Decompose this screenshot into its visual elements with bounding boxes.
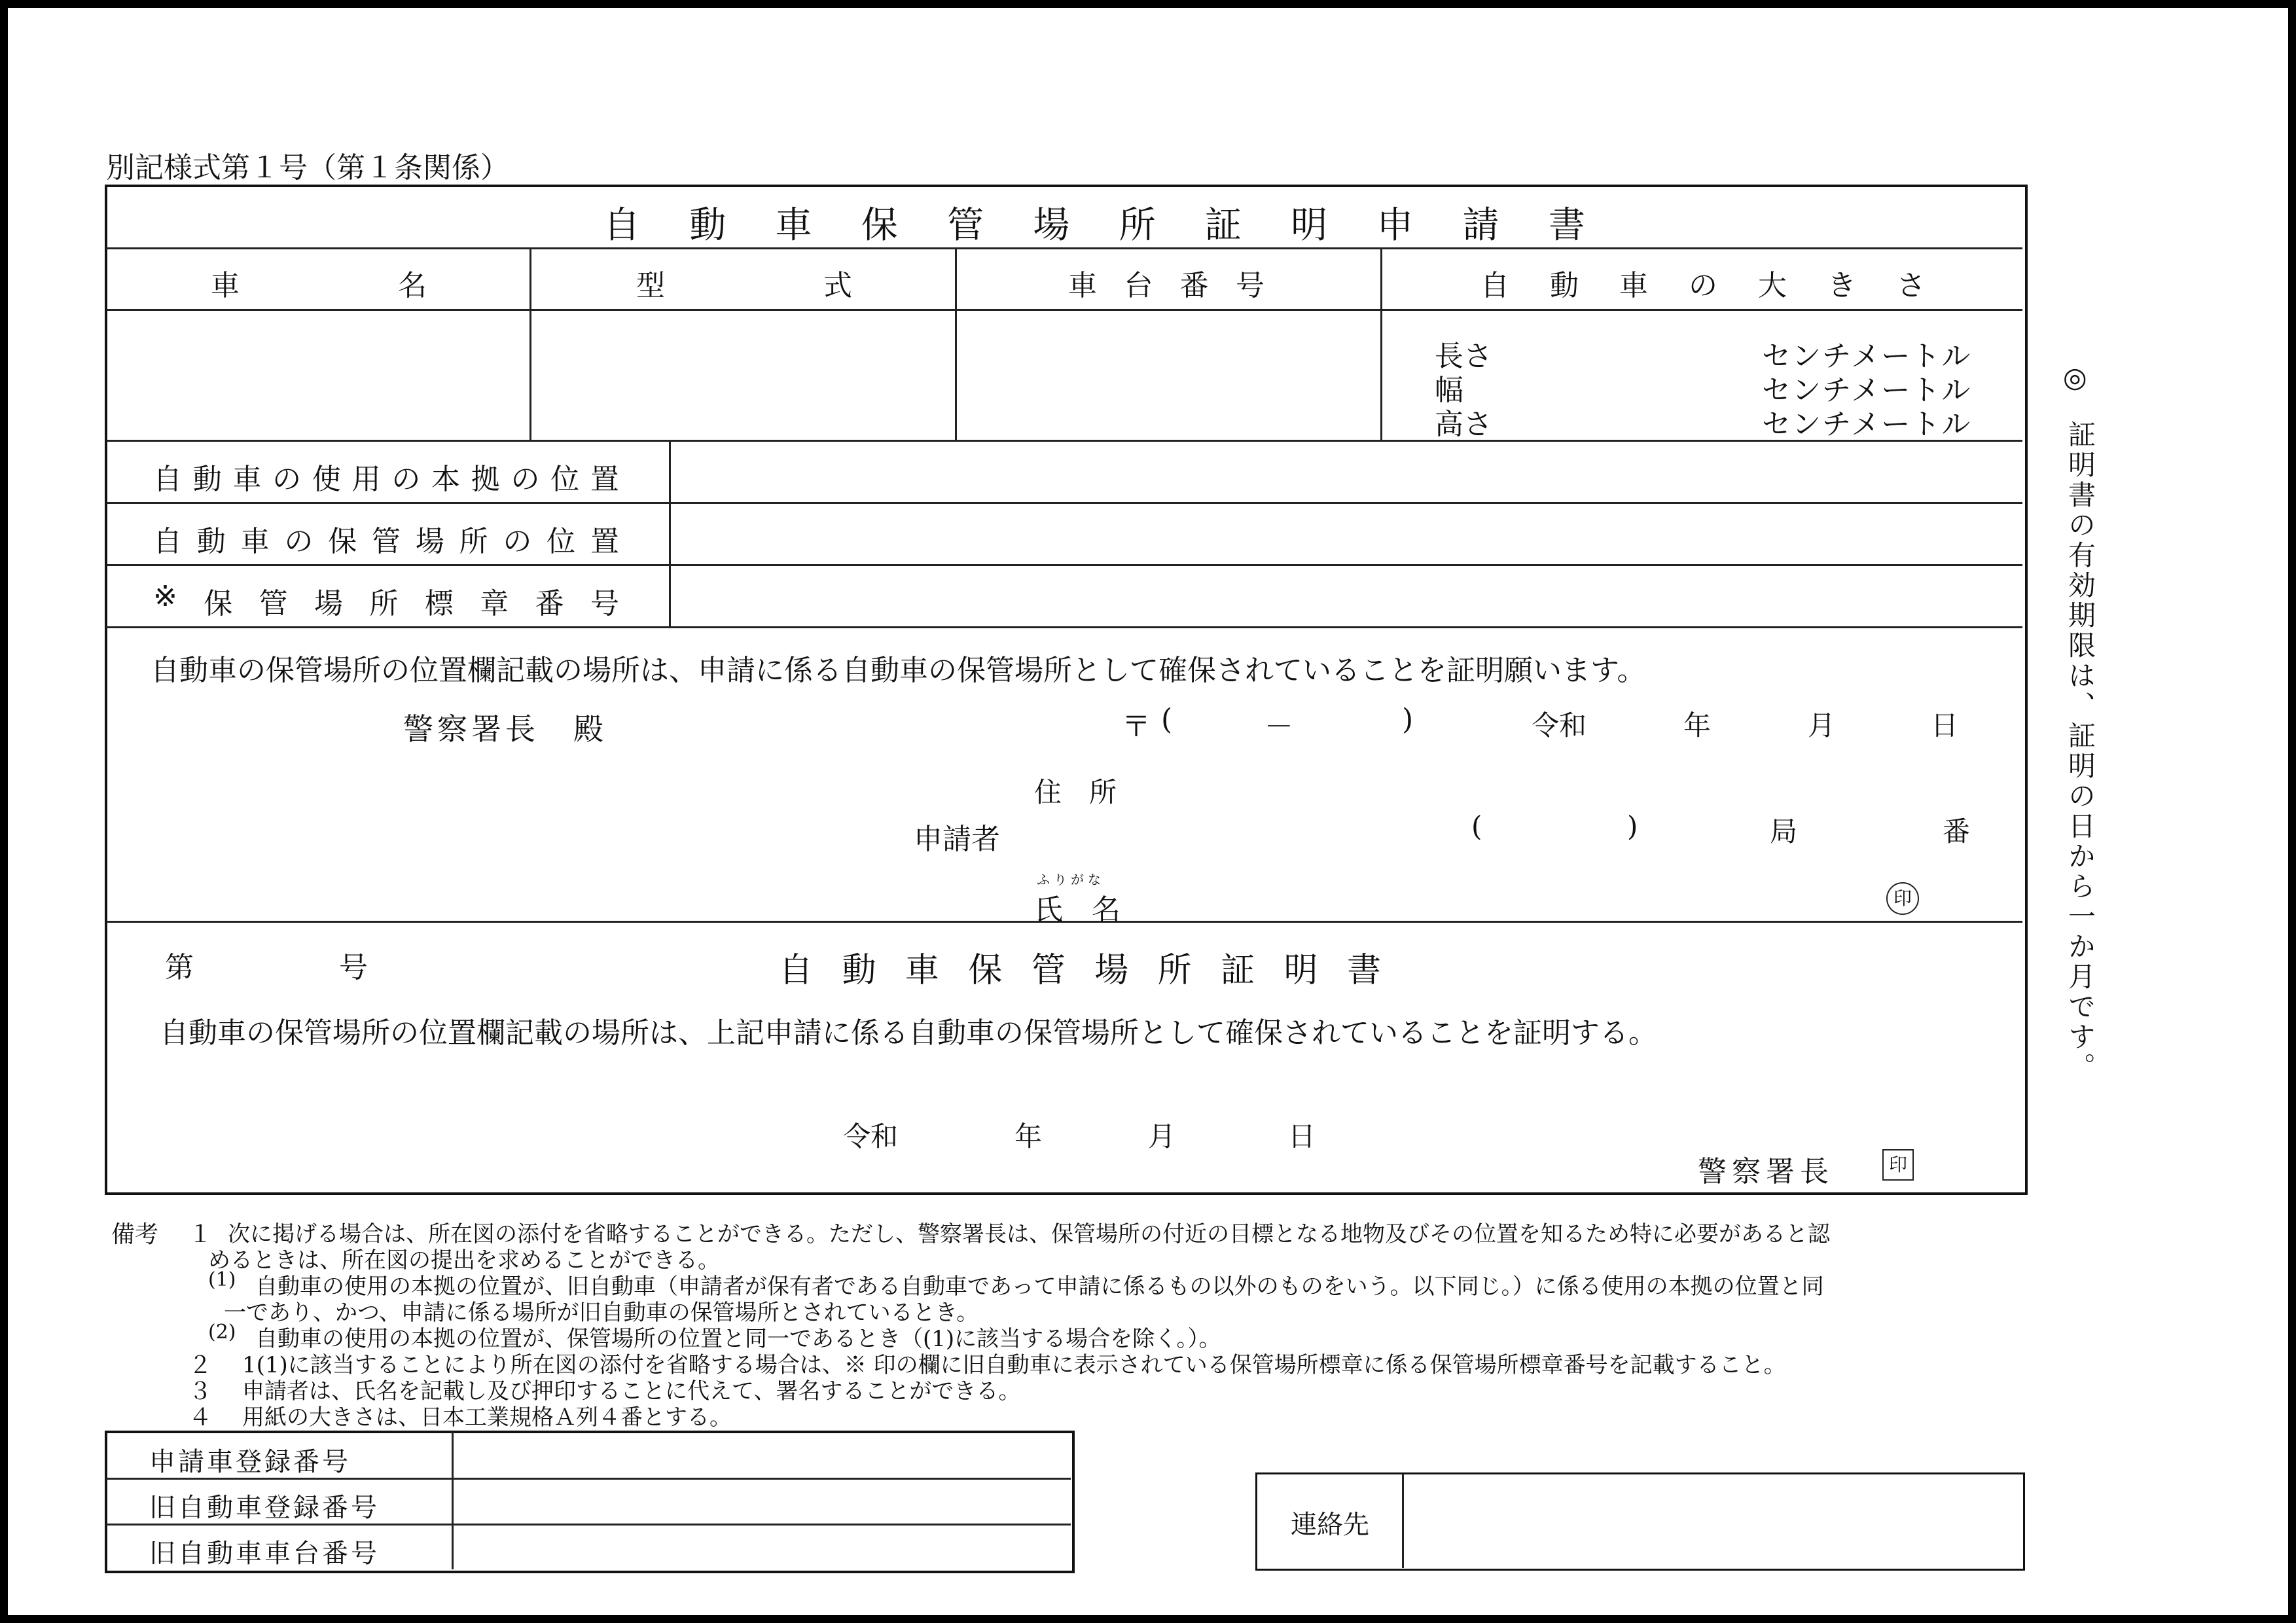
dim-height-label: 高さ <box>1435 408 1492 441</box>
remark-number: (1) <box>208 1268 236 1291</box>
chassis-number-field[interactable] <box>957 311 1378 438</box>
certificate-date-day: 日 <box>1288 1120 1316 1152</box>
storage-sticker-number-field[interactable] <box>672 566 2021 625</box>
storage-sticker-number-label: ※ 保 管 場 所 標 章 番 号 <box>153 580 619 620</box>
application-date-day: 日 <box>1931 709 1959 741</box>
dim-length-label: 長さ <box>1435 340 1492 373</box>
remark-text: 1(1)に該当することにより所在図の添付を省略する場合は、※ 印の欄に旧自動車に表示されている保管場所標章に係る保管場所標章番号を記載すること。 <box>242 1352 1786 1378</box>
old-vehicle-registration-label: 旧自動車登録番号 <box>149 1493 380 1523</box>
certificate-date-year: 年 <box>1014 1120 1043 1152</box>
side-note-mark: ◎ <box>2063 361 2087 393</box>
remark-text: 自動車の使用の本拠の位置が、保管場所の位置と同一であるとき（(1)に該当する場合を除く。）。 <box>255 1326 1221 1352</box>
old-vehicle-registration-field[interactable] <box>454 1480 1068 1522</box>
police-chief-seal-mark: 印 <box>1882 1149 1914 1181</box>
dim-width-label: 幅 <box>1435 374 1463 407</box>
applicant-seal-mark: 印 <box>1886 882 1919 915</box>
postal-close-paren: ) <box>1402 703 1414 736</box>
applicant-vehicle-registration-field[interactable] <box>454 1433 1068 1476</box>
remark-number: ４ <box>188 1404 213 1431</box>
remark-number: ２ <box>188 1352 213 1379</box>
applicant-vehicle-registration-label: 申請車登録番号 <box>149 1447 351 1477</box>
certificate-statement: 自動車の保管場所の位置欄記載の場所は、上記申請に係る自動車の保管場所として確保されていることを証明する。 <box>160 1016 1657 1050</box>
certificate-police-chief-label: 警察署長 <box>1698 1155 1834 1188</box>
application-date-year: 年 <box>1683 709 1712 741</box>
request-statement: 自動車の保管場所の位置欄記載の場所は、申請に係る自動車の保管場所として確保されていることを証明願います。 <box>151 654 1646 687</box>
application-title: 自 動 車 保 管 場 所 証 明 申 請 書 <box>603 204 1585 247</box>
form-label: 別記様式第１号（第１条関係） <box>106 151 509 185</box>
header-chassis-number: 車 台 番 号 <box>1068 269 1265 302</box>
remark-text: 次に掲げる場合は、所在図の添付を省略することができる。ただし、警察署長は、保管場所の付近の目標となる地物及びその位置を知るため特に必要があると認 <box>228 1221 1830 1247</box>
remark-number: ３ <box>188 1378 213 1405</box>
model-field[interactable] <box>531 311 953 438</box>
dim-length-unit: センチメートル <box>1762 340 1972 373</box>
old-vehicle-chassis-field[interactable] <box>454 1525 1068 1567</box>
rule <box>1402 1474 1404 1568</box>
certificate-number-suffix: 号 <box>339 951 368 984</box>
furigana-label: ふりがな <box>1037 872 1105 887</box>
address-label: 住 所 <box>1034 776 1117 808</box>
dim-height-unit: センチメートル <box>1762 408 1972 441</box>
storage-location-field[interactable] <box>672 504 2021 563</box>
contact-field[interactable] <box>1405 1475 2020 1565</box>
remark-text: めるときは、所在図の提出を求めることができる。 <box>208 1247 720 1274</box>
contact-label: 連絡先 <box>1291 1510 1369 1540</box>
postal-mark: 〒 <box>1122 710 1151 743</box>
usage-base-location-field[interactable] <box>672 442 2021 501</box>
certificate-date-month: 月 <box>1148 1120 1176 1152</box>
rule <box>452 1432 454 1569</box>
vehicle-name-field[interactable] <box>107 311 528 438</box>
side-note-validity: 証明書の有効期限は、証明の日から一か月です。 <box>2064 420 2096 1082</box>
remark-text: 申請者は、氏名を記載し及び押印することに代えて、署名することができる。 <box>242 1378 1021 1404</box>
rule <box>669 440 671 626</box>
remarks-heading: 備考 <box>111 1221 159 1248</box>
certificate-number-prefix: 第 <box>165 951 194 984</box>
remark-text: 用紙の大きさは、日本工業規格Ａ列４番とする。 <box>242 1404 732 1431</box>
rule <box>1380 247 1382 440</box>
application-date-era: 令和 <box>1532 709 1587 741</box>
postal-dash: － <box>1265 710 1293 743</box>
certificate-title: 自 動 車 保 管 場 所 証 明 書 <box>779 951 1381 990</box>
header-vehicle-size: 自 動 車 の 大 き さ <box>1480 269 1926 302</box>
form-sheet <box>8 8 2288 1615</box>
remark-number: １ <box>188 1221 213 1248</box>
postal-open-paren: ( <box>1161 703 1173 736</box>
remark-text: 一であり、かつ、申請に係る場所が旧自動車の保管場所とされているとき。 <box>224 1300 979 1326</box>
phone-open-paren: ( <box>1471 810 1482 842</box>
application-date-month: 月 <box>1808 709 1836 741</box>
name-label: 氏 名 <box>1034 893 1121 927</box>
remark-text: 自動車の使用の本拠の位置が、旧自動車（申請者が保有者である自動車であって申請に係るもの以外のものをいう。以下同じ。）に係る使用の本拠の位置と同 <box>255 1274 1824 1300</box>
old-vehicle-chassis-label: 旧自動車車台番号 <box>149 1539 380 1569</box>
storage-location-label: 自 動 車 の 保 管 場 所 の 位 置 <box>153 525 619 558</box>
applicant-label: 申請者 <box>914 823 1000 856</box>
phone-number-label: 番 <box>1943 815 1971 847</box>
police-chief-addressee: 警察署長 殿 <box>403 711 607 747</box>
rule <box>106 626 2022 628</box>
certificate-date-era: 令和 <box>843 1120 899 1152</box>
dim-width-unit: センチメートル <box>1762 374 1972 407</box>
header-vehicle-name: 車 名 <box>211 269 427 302</box>
header-model: 型 式 <box>636 269 852 302</box>
usage-base-location-label: 自 動 車 の 使 用 の 本 拠 の 位 置 <box>153 463 619 496</box>
rule <box>106 247 2022 249</box>
phone-exchange-label: 局 <box>1770 815 1798 847</box>
phone-close-paren: ) <box>1627 810 1638 842</box>
remark-number: (2) <box>208 1321 236 1344</box>
